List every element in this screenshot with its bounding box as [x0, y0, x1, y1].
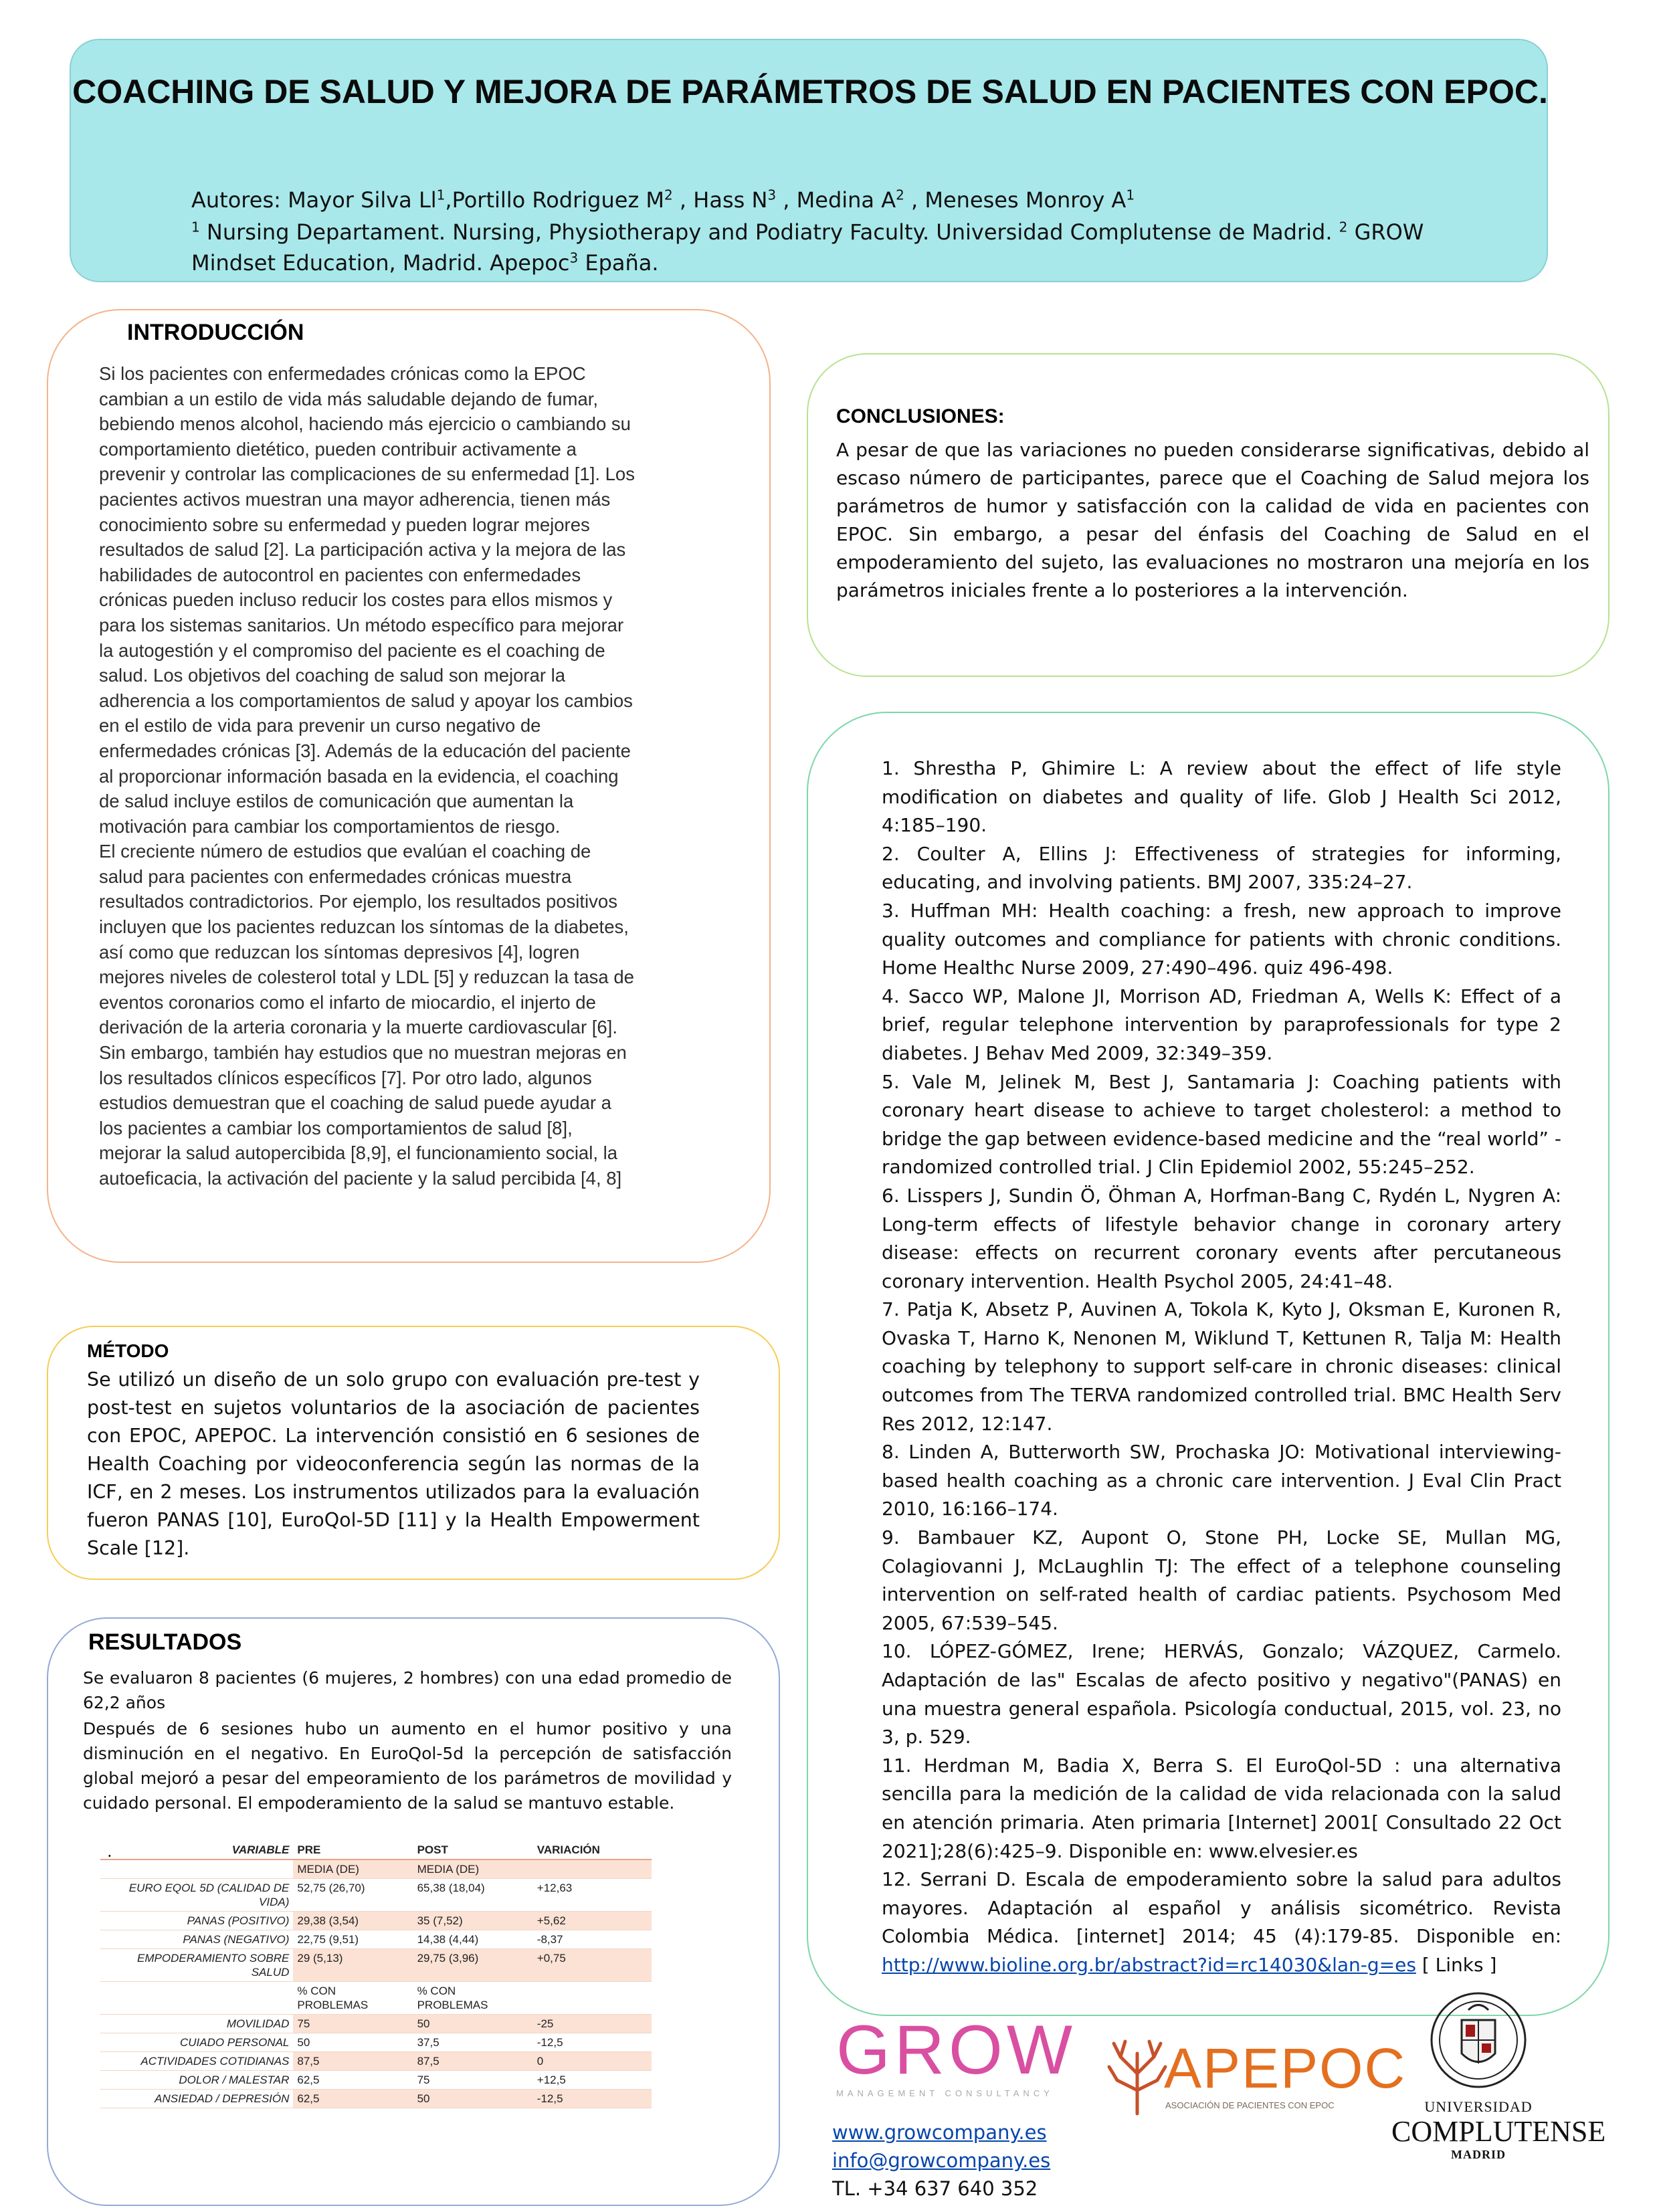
introduction-line: los pacientes a cambiar los comportamientos de salud [8], [99, 1117, 573, 1138]
table-cell: -12,5 [533, 2090, 652, 2108]
introduction-line: adherencia a los comportamientos de salud y apoyar los cambios [99, 690, 633, 711]
table-cell: 62,5 [293, 2071, 413, 2090]
table-cell: 0 [533, 2052, 652, 2071]
introduction-line: conocimiento sobre su enfermedad y pueden lograr mejores [99, 514, 590, 535]
table-cell: MOVILIDAD [100, 2015, 293, 2033]
stray-dot: . [107, 1842, 112, 1861]
grow-wordmark: GROW [836, 2011, 1077, 2089]
introduction-line: salud para pacientes con enfermedades crónicas muestra [99, 866, 572, 887]
table-cell: +12,5 [533, 2071, 652, 2090]
results-text-2: Después de 6 sesiones hubo un aumento en el humor positivo y una disminución en el negativo. En EuroQol-5d la percepción de satisfacción global mejoró a pesar del empeoramiento de los parámetros de movilidad y cuidado personal. El empoderamiento de la salud se mantuvo estable. [83, 1719, 732, 1813]
reference-item: 9. Bambauer KZ, Aupont O, Stone PH, Locke SE, Mullan MG, Colagiovanni J, McLaughlin TJ: The effect of a telephone counseling intervention on self-rated health of cardiac patients. Psychosom Med 2005, 67:539–545. [882, 1526, 1561, 1634]
introduction-line: así como que reduzcan los síntomas depresivos [4], logren [99, 941, 580, 963]
authors-line [191, 185, 1502, 215]
introduction-line: al proporcionar información basada en la evidencia, el coaching [99, 765, 619, 787]
table-cell: EURO EQOL 5D (CALIDAD DE VIDA) [100, 1879, 293, 1912]
introduction-line: mejores niveles de colesterol total y LDL [5] y reduzcan la tasa de [99, 967, 634, 988]
table-row [100, 2090, 652, 2108]
grow-logo [836, 2011, 1077, 2098]
reference-item: 7. Patja K, Absetz P, Auvinen A, Tokola K, Kyto J, Oksman E, Kuronen R, Ovaska T, Harno K, Nenonen M, Wiklund T, Kettunen R, Talja M: Health coaching by telephony to support self-care in chronic diseases: clinical outcomes from The TERVA randomized controlled trial. BMC Health Serv Res 2012, 12:147. [882, 1298, 1561, 1435]
table-cell: ANSIEDAD / DEPRESIÓN [100, 2090, 293, 2108]
reference-item: 11. Herdman M, Badia X, Berra S. El EuroQol-5D : una alternativa sencilla para la medición de la calidad de vida relacionada con la salud en atención primaria. Aten primaria [Internet] 2001[ Consultado 22 Oct 2021];28(6):425–9. Disponible en: www.elvesier.es [882, 1754, 1561, 1862]
table-cell: +0,75 [533, 1949, 652, 1982]
affil-sup: 2 [1339, 219, 1348, 235]
reference-item: 8. Linden A, Butterworth SW, Prochaska JO: Motivational interviewing-based health coaching as a chronic care intervention. J Eval Clin Pract 2010, 16:166–174. [882, 1441, 1561, 1520]
ucm-line-1: UNIVERSIDAD [1424, 2098, 1533, 2115]
apepoc-subtitle: ASOCIACIÓN DE PACIENTES CON EPOC [1165, 2100, 1335, 2110]
introduction-line: salud. Los objetivos del coaching de salud son mejorar la [99, 665, 566, 686]
email-link[interactable]: info@growcompany.es [832, 2149, 1051, 2172]
table-cell: CUIADO PERSONAL [100, 2033, 293, 2052]
author-name: , Hass N [672, 187, 768, 213]
table-header-cell: VARIACIÓN [533, 1841, 652, 1859]
table-cell: 65,38 (18,04) [413, 1879, 533, 1912]
table-row [100, 1879, 652, 1912]
table-row [100, 1859, 652, 1879]
table-header-cell: VARIABLE [100, 1841, 293, 1859]
table-header-cell: PRE [293, 1841, 413, 1859]
table-cell: 62,5 [293, 2090, 413, 2108]
affiliation-text: GROW Mindset Education, Madrid. Apepoc [191, 219, 1424, 276]
table-cell: MEDIA (DE) [293, 1859, 413, 1879]
reference-item: 5. Vale M, Jelinek M, Best J, Santamaria J: Coaching patients with coronary heart disease to achieve to target cholesterol: a method to bridge the gap between evidence-based medicine and the “real world” -randomized controlled trial. J Clin Epidemiol 2002, 55:245–252. [882, 1070, 1561, 1179]
method-heading: MÉTODO [87, 1340, 169, 1361]
author-sup: 2 [664, 187, 673, 203]
introduction-line: Si los pacientes con enfermedades crónicas como la EPOC [99, 363, 586, 384]
reference-item [882, 1866, 1561, 1979]
table-cell: -12,5 [533, 2033, 652, 2052]
table-header-row [100, 1841, 652, 1859]
introduction-line: El creciente número de estudios que evalúan el coaching de [99, 841, 591, 862]
table-cell: 29 (5,13) [293, 1949, 413, 1982]
author-name: ,Portillo Rodriguez M [445, 187, 665, 213]
introduction-line: cambian a un estilo de vida más saludable dejando de fumar, [99, 388, 599, 409]
reference-text: [ Links ] [1416, 1953, 1497, 1976]
method-body: Se utilizó un diseño de un solo grupo con evaluación pre-test y post-test en sujetos voluntarios de la asociación de pacientes con EPOC, APEPOC. La intervención consistió en 6 sesiones de Health Coaching por videoconferencia según las normas de la ICF, en 2 meses. Los instrumentos utilizados para la evaluación fueron PANAS [10], EuroQol-5D [11] y la Health Empowerment Scale [12]. [87, 1369, 700, 1559]
author-name: , Medina A [776, 187, 896, 213]
author-name: , Meneses Monroy A [904, 187, 1127, 213]
introduction-line: resultados contradictorios. Por ejemplo, los resultados positivos [99, 891, 617, 912]
table-cell: 29,75 (3,96) [413, 1949, 533, 1982]
table-row [100, 1930, 652, 1949]
table-cell: EMPODERAMIENTO SOBRE SALUD [100, 1949, 293, 1982]
reference-item: 1. Shrestha P, Ghimire L: A review about the effect of life style modification on diabetes and quality of life. Glob J Health Sci 2012, 4:185–190. [882, 757, 1561, 837]
introduction-line: estudios demuestran que el coaching de salud puede ayudar a [99, 1092, 611, 1114]
introduction-line: los resultados clínicos específicos [7]. Por otro lado, algunos [99, 1067, 592, 1088]
introduction-line: eventos coronarios como el infarto de miocardio, el injerto de [99, 991, 596, 1013]
reference-item: 6. Lisspers J, Sundin Ö, Öhman A, Horfman-Bang C, Rydén L, Nygren A: Long-term effects of lifestyle behavior change in coronary artery disease: effects on recurrent coronary events after percutaneous coronary intervention. Health Psychol 2005, 24:41–48. [882, 1184, 1561, 1292]
affiliation-text: Epaña. [578, 250, 659, 276]
table-cell: -25 [533, 2015, 652, 2033]
table-cell: 87,5 [413, 2052, 533, 2071]
table-cell: 50 [413, 2015, 533, 2033]
reference-text: 12. Serrani D. Escala de empoderamiento sobre la salud para adultos mayores. Adaptación al español y análisis sicométrico. Revista Colombia Médica. [internet] 2014; 45 (4):179-85. Disponible en: [882, 1868, 1561, 1948]
table-cell [533, 1859, 652, 1879]
table-cell: -8,37 [533, 1930, 652, 1949]
references-list [882, 755, 1561, 1980]
phone-number: TL. +34 637 640 352 [832, 2177, 1038, 2200]
introduction-line: la autogestión y el compromiso del paciente es el coaching de [99, 639, 605, 661]
lungs-tree-icon [1104, 2027, 1171, 2120]
table-cell: +12,63 [533, 1879, 652, 1912]
table-cell [100, 1859, 293, 1879]
table-cell: 75 [293, 2015, 413, 2033]
author-sup: 2 [896, 187, 904, 203]
affil-sup: 1 [191, 219, 200, 235]
table-cell [533, 1982, 652, 2015]
introduction-line: prevenir y controlar las complicaciones de su enfermedad [1]. Los [99, 464, 635, 485]
introduction-line: bebiendo menos alcohol, haciendo más ejercicio o cambiando su [99, 413, 631, 435]
table-row [100, 2071, 652, 2090]
reference-item: 3. Huffman MH: Health coaching: a fresh, new approach to improve quality outcomes and compliance for patients with chronic conditions. Home Healthc Nurse 2009, 27:490–496. quiz 496-498. [882, 899, 1561, 979]
table-cell: PANAS (NEGATIVO) [100, 1930, 293, 1949]
introduction-line: en el estilo de vida para prevenir un curso negativo de [99, 715, 541, 736]
table-cell: 50 [293, 2033, 413, 2052]
introduction-line: incluyen que los pacientes reduzcan los síntomas de la diabetes, [99, 916, 629, 938]
table-cell: 37,5 [413, 2033, 533, 2052]
table-cell: DOLOR / MALESTAR [100, 2071, 293, 2090]
ucm-logo [1391, 1990, 1606, 2162]
table-cell: 35 (7,52) [413, 1912, 533, 1930]
table-cell: 29,38 (3,54) [293, 1912, 413, 1930]
table-cell: 87,5 [293, 2052, 413, 2071]
author-sup: 3 [767, 187, 777, 203]
authors-label: Autores: Mayor Silva Ll [191, 187, 437, 213]
table-row [100, 1949, 652, 1982]
apepoc-logo [1104, 2013, 1407, 2134]
introduction-line: habilidades de autocontrol en pacientes con enfermedades [99, 564, 581, 585]
conclusions-heading: CONCLUSIONES: [836, 405, 1005, 427]
table-row [100, 2015, 652, 2033]
introduction-line: crónicas pueden incluso reducir los costes para ellos mismos y [99, 589, 613, 611]
affiliation-text: Nursing Departament. Nursing, Physiotherapy and Podiatry Faculty. Universidad Complutense de Madrid. [199, 219, 1339, 245]
table-cell [100, 1982, 293, 2015]
apepoc-wordmark: APEPOC [1164, 2037, 1407, 2100]
table-row [100, 1912, 652, 1930]
table-header-cell: POST [413, 1841, 533, 1859]
introduction-line: para los sistemas sanitarios. Un método específico para mejorar [99, 614, 624, 635]
university-seal-icon [1428, 1990, 1529, 2090]
introduction-line: enfermedades crónicas [3]. Además de la educación del paciente [99, 740, 631, 761]
introduction-line: motivación para cambiar los comportamientos de riesgo. [99, 815, 561, 837]
table-cell: 52,75 (26,70) [293, 1879, 413, 1912]
table-cell: ACTIVIDADES COTIDIANAS [100, 2052, 293, 2071]
poster-title: COACHING DE SALUD Y MEJORA DE PARÁMETROS DE SALUD EN PACIENTES CON EPOC. [72, 73, 1548, 110]
table-cell: % CON PROBLEMAS [413, 1982, 533, 2015]
introduction-line: autoeficacia, la activación del paciente y la salud percibida [4, 8] [99, 1168, 622, 1189]
table-row [100, 2033, 652, 2052]
introduction-line: derivación de la arteria coronaria y la muerte cardiovascular [6]. [99, 1017, 617, 1038]
table-cell: 14,38 (4,44) [413, 1930, 533, 1949]
author-sup: 1 [436, 187, 446, 203]
table-row [100, 1982, 652, 2015]
table-row [100, 2052, 652, 2071]
table-cell: 22,75 (9,51) [293, 1930, 413, 1949]
introduction-line: mejorar la salud autopercibida [8,9], el funcionamiento social, la [99, 1142, 618, 1164]
introduction-body [99, 361, 755, 1191]
author-sup: 1 [1126, 187, 1135, 203]
conclusions-body: A pesar de que las variaciones no pueden considerarse significativas, debido al escaso número de participantes, parece que el Coaching de Salud mejora los parámetros de humor y satisfacción con la calidad de vida en pacientes con EPOC. Sin embargo, a pesar del énfasis del Coaching de Salud en el empoderamiento del sujeto, las evaluaciones no mostraron una mejoría en los parámetros iniciales frente a lo posteriores a la intervención. [836, 439, 1589, 601]
table-cell: MEDIA (DE) [413, 1859, 533, 1879]
affil-sup: 3 [569, 249, 579, 266]
introduction-line: Sin embargo, también hay estudios que no muestran mejoras en [99, 1042, 627, 1064]
table-cell: 75 [413, 2071, 533, 2090]
results-text-1: Se evaluaron 8 pacientes (6 mujeres, 2 hombres) con una edad promedio de 62,2 años [83, 1668, 732, 1712]
results-table [100, 1841, 652, 2108]
reference-item: 10. LÓPEZ-GÓMEZ, Irene; HERVÁS, Gonzalo; VÁZQUEZ, Carmelo. Adaptación de las" Escalas de afecto positivo y negativo"(PANAS) en una muestra general española. Psicología conductual, 2015, vol. 23, no 3, p. 529. [882, 1640, 1561, 1748]
introduction-line: comportamiento dietético, pueden contribuir activamente a [99, 438, 577, 460]
introduction-line: resultados de salud [2]. La participación activa y la mejora de las [99, 539, 626, 561]
introduction-line: pacientes activos muestran una mayor adherencia, tienen más [99, 488, 611, 510]
ucm-line-2: COMPLUTENSE [1391, 2115, 1606, 2148]
reference-link[interactable]: http://www.bioline.org.br/abstract?id=rc14030&lan-g=es [882, 1953, 1416, 1976]
title-banner [70, 39, 1548, 282]
table-cell: +5,62 [533, 1912, 652, 1930]
affiliation-line [191, 217, 1502, 278]
reference-item: 4. Sacco WP, Malone JI, Morrison AD, Friedman A, Wells K: Effect of a brief, regular telephone intervention by paraprofessionals for type 2 diabetes. J Behav Med 2009, 32:349–359. [882, 985, 1561, 1064]
ucm-line-3: MADRID [1451, 2148, 1506, 2161]
introduction-heading: INTRODUCCIÓN [127, 320, 304, 345]
results-heading: RESULTADOS [88, 1629, 242, 1655]
introduction-line: de salud incluye estilos de comunicación que aumentan la [99, 791, 574, 812]
website-link[interactable]: www.growcompany.es [832, 2121, 1047, 2144]
reference-item: 2. Coulter A, Ellins J: Effectiveness of strategies for informing, educating, and involving patients. BMJ 2007, 335:24–27. [882, 842, 1561, 894]
table-cell: 50 [413, 2090, 533, 2108]
table-cell: PANAS (POSITIVO) [100, 1912, 293, 1930]
grow-tagline: MANAGEMENT CONSULTANCY [836, 2088, 1054, 2098]
table-cell: % CON PROBLEMAS [293, 1982, 413, 2015]
